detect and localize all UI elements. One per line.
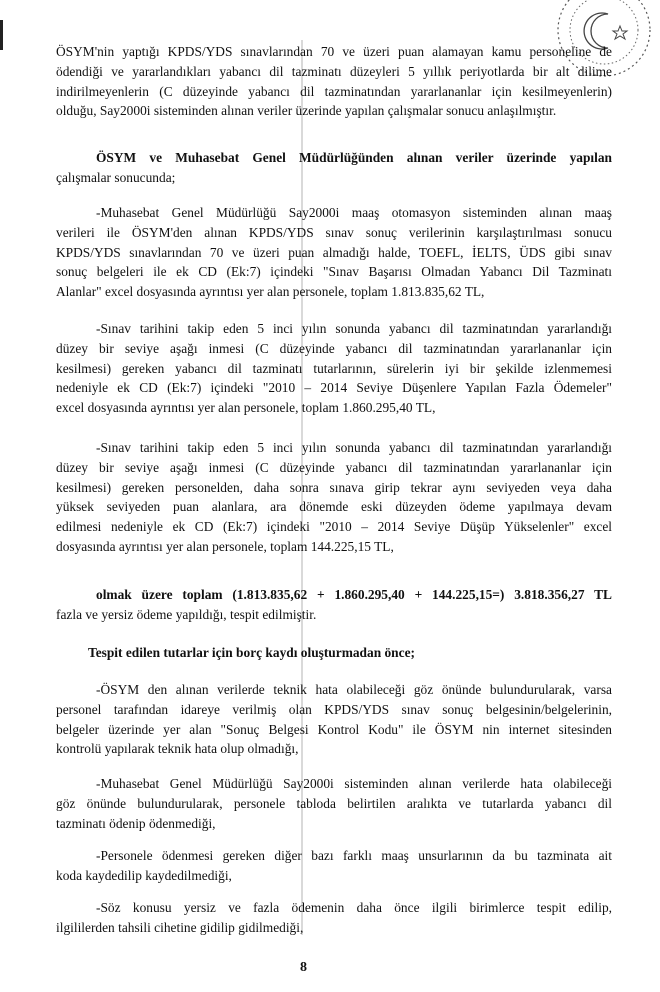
findings-intro-paragraph xyxy=(56,148,612,188)
text-line: -Sınav tarihini takip eden 5 inci yılın sonunda yabancı dil tazminatından yararlandığı xyxy=(96,321,612,336)
page-number: 8 xyxy=(300,960,307,975)
text-line: excel dosyasında ayrıntısı yer alan personele, toplam 1.860.295,40 TL, xyxy=(56,400,436,416)
text-line: düzey bir seviye aşağı inmesi (C düzeyinde yabancı dil tazminatından yararlananlar için xyxy=(56,459,612,475)
text-line: -Sınav tarihini takip eden 5 inci yılın sonunda yabancı dil tazminatından yararlandığı xyxy=(96,440,612,455)
text-line: -Personele ödenmesi gereken diğer bazı farklı maaş unsurlarının da bu tazminata ait xyxy=(96,848,612,863)
text-line: verileri ile ÖSYM'den alınan KPDS/YDS sınav sonuç verilerinin karşılaştırılması sonucu xyxy=(56,224,612,240)
text-line: kesilmesi) gereken personelden, daha sonra sınava girip tekrar aynı seviyeden veya daha xyxy=(56,479,612,495)
text-line: sonuç belgeleri ile ek CD (Ek:7) içindeki "Sınav Başarısı Olmadan Yabancı Dil Tazminatı xyxy=(56,264,612,280)
text-line: belgeler üzerinde yer alan "Sonuç Belgesi Kontrol Kodu" ile ÖSYM nin internet sitesinden xyxy=(56,721,612,737)
text-line: fazla ve yersiz ödeme yapıldığı, tespit edilmiştir. xyxy=(56,606,317,622)
text-line: nedeniyle ek CD (Ek:7) içindeki "2010 – 2014 Seviye Düşenlere Yapılan Fazla Ödemeler" xyxy=(56,380,612,396)
text-line: ilgililerden tahsili cihetine gidilip gidilmediği, xyxy=(56,919,304,935)
total-paragraph xyxy=(56,585,612,625)
section-heading xyxy=(56,643,612,663)
text-line: kesilmesi) gereken yabancı dil tazminatı tutarlarının, sürelerin iyi bir şekilde izlenmemesi xyxy=(56,360,612,376)
text-line: çalışmalar sonucunda; xyxy=(56,169,176,185)
text-line: ÖSYM'nin yaptığı KPDS/YDS sınavlarından 70 ve üzeri puan alamayan kamu personeline de xyxy=(56,44,612,59)
check-item-3 xyxy=(56,846,612,886)
text-line: düzey bir seviye aşağı inmesi (C düzeyinde yabancı dil tazminatından yararlananlar için xyxy=(56,340,612,356)
text-line: -Muhasebat Genel Müdürlüğü Say2000i maaş otomasyon sisteminden alınan maaş xyxy=(96,205,612,220)
scan-edge-mark xyxy=(0,20,3,50)
check-item-2 xyxy=(56,774,612,833)
text-line: -Söz konusu yersiz ve fazla ödemenin daha önce ilgili birimlerce tespit edilip, xyxy=(96,900,612,915)
finding-item-2 xyxy=(56,319,612,418)
text-line: personel tarafından idareye verilmiş olan KPDS/YDS sınav sonuç belgesinin/belgelerinin, xyxy=(56,701,612,717)
text-line: -Muhasebat Genel Müdürlüğü Say2000i sisteminden alınan verilerde hata olabileceği xyxy=(96,776,612,791)
text-line: göz önünde bulundurularak, personele tabloda belirtilen aralıkta ve tutarlarda yabancı dil xyxy=(56,795,612,811)
intro-paragraph xyxy=(56,42,612,121)
finding-item-1 xyxy=(56,203,612,302)
text-line: indirilmeyenlerin (C düzeyinde yabancı dil tazminatından yararlananlar için kesilmeyenlerin) xyxy=(56,83,612,99)
check-item-4 xyxy=(56,898,612,938)
text-line: tazminatı ödenip ödenmediği, xyxy=(56,815,216,831)
text-line: olduğu, Say2000i sisteminden alınan veriler üzerinde yapılan çalışmalar sonucu anlaşılmıştır. xyxy=(56,103,557,119)
finding-item-3 xyxy=(56,438,612,557)
text-line: kontrolü yapılarak teknik hata olup olmadığı, xyxy=(56,741,299,757)
text-line: olmak üzere toplam (1.813.835,62 + 1.860.295,40 + 144.225,15=) 3.818.356,27 TL xyxy=(96,587,612,602)
text-line: dosyasında ayrıntısı yer alan personele, toplam 144.225,15 TL, xyxy=(56,538,394,554)
check-item-1 xyxy=(56,680,612,759)
text-line: yüksek seviyeden puan alanlara, ara dönemde eski düzeyden ödeme yapılmaya devam xyxy=(56,499,612,515)
heading-text: Tespit edilen tutarlar için borç kaydı oluşturmadan önce; xyxy=(88,645,415,660)
text-line: edilmesi nedeniyle ek CD (Ek:7) içindeki "2010 – 2014 Seviye Düşüp Yükselenler" excel xyxy=(56,519,612,535)
text-line: KPDS/YDS sınavlarından 70 ve üzeri puan almadığı halde, TOEFL, İELTS, ÜDS gibi sınav xyxy=(56,244,612,260)
text-line: ÖSYM ve Muhasebat Genel Müdürlüğünden alınan veriler üzerinde yapılan xyxy=(96,150,612,165)
text-line: ödendiği ve yararlandıkları yabancı dil tazminatı düzeyleri 5 yıllık periyotlarda bir alt dilime xyxy=(56,63,612,79)
text-line: Alanlar" excel dosyasında ayrıntısı yer alan personele, toplam 1.813.835,62 TL, xyxy=(56,284,485,300)
text-line: -ÖSYM den alınan verilerde teknik hata olabileceği göz önünde bulundurularak, varsa xyxy=(96,682,612,697)
text-line: koda kaydedilip kaydedilmediği, xyxy=(56,867,232,883)
